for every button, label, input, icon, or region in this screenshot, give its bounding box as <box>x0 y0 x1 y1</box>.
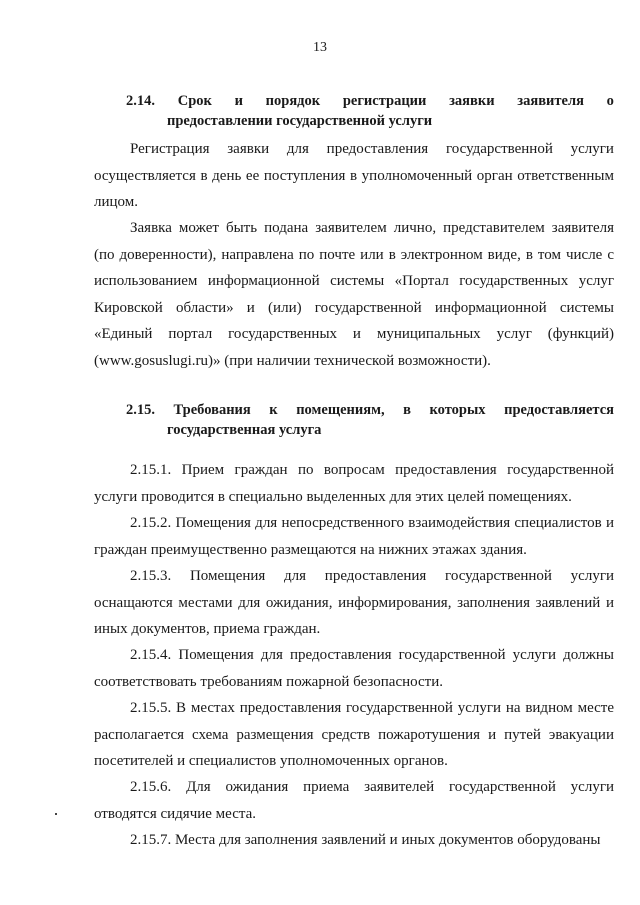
paragraph-line <box>94 136 614 163</box>
section-2-15-heading <box>126 400 614 440</box>
word: приема <box>303 779 350 795</box>
title-word: заявителя <box>517 93 584 109</box>
word: предоставления <box>326 141 429 157</box>
word: для <box>284 568 307 584</box>
word: услуги <box>570 779 614 795</box>
title-word: предоставляется <box>504 402 614 418</box>
paragraph-2-15-2 <box>94 510 614 563</box>
word: государственной <box>448 779 556 795</box>
word: Регистрация <box>130 141 210 157</box>
word: ожидания <box>225 779 289 795</box>
word: для <box>286 141 309 157</box>
paragraph-line <box>94 563 614 590</box>
word: заявки <box>227 141 270 157</box>
word: государственной <box>445 141 553 157</box>
section-number: 2.14. <box>126 93 155 109</box>
paragraph-2-15-5 <box>94 695 614 775</box>
title-word: и <box>234 93 243 109</box>
paragraph-text: Заявка может быть подана заявителем лично, представителем заявителя (по доверенности), направлена по почте или в электронном виде, в том числе с использованием информационной системы «Портал государственных услуг Кировской области» и (или) государственной информационной системы «Единый портал государственных и муниципальных услуг (функций) (www.gosuslugi.ru)» (при наличии технической возможности). <box>94 220 614 369</box>
paragraph-2-15-7 <box>94 827 614 854</box>
title-word: заявки <box>449 93 495 109</box>
title-word: порядок <box>265 93 321 109</box>
title-word: регистрации <box>342 93 427 109</box>
section-2-14-title-line1 <box>126 91 614 111</box>
paragraph-rest: оснащаются местами для ожидания, информирования, заполнения заявлений и иных документов, приема граждан. <box>94 594 614 637</box>
title-word: Срок <box>177 93 212 109</box>
paragraph-rest: осуществляется в день ее поступления в уполномоченный орган ответственным лицом. <box>94 167 614 210</box>
section-2-14-title-line2: предоставлении государственной услуги <box>167 113 433 129</box>
paragraph-text: 2.15.2. Помещения для непосредственного взаимодействия специалистов и граждан преимущественно размещаются на нижних этажах здания. <box>94 515 614 558</box>
paragraph-text: 2.15.5. В местах предоставления государственной услуги на видном месте располагается схема размещения средств пожаротушения и путей эвакуации посетителей и специалистов уполномоченных органов. <box>94 700 614 769</box>
section-2-14-heading <box>126 91 614 131</box>
word: Для <box>186 779 211 795</box>
section-2-14-paragraph-1 <box>94 136 614 216</box>
section-2-14-paragraph-2 <box>94 215 614 374</box>
paragraph-text: 2.15.1. Прием граждан по вопросам предоставления государственной услуги проводится в специально выделенных для этих целей помещениях. <box>94 462 614 505</box>
title-word: Требования <box>173 402 251 418</box>
paragraph-text: 2.15.7. Места для заполнения заявлений и иных документов оборудованы <box>130 832 601 848</box>
word: заявителей <box>364 779 435 795</box>
word: 2.15.6. <box>130 779 172 795</box>
title-word: о <box>606 93 614 109</box>
section-2-15-title-line2: государственная услуга <box>167 422 322 438</box>
word: услуги <box>570 141 614 157</box>
word: Помещения <box>189 568 266 584</box>
paragraph-2-15-3 <box>94 563 614 643</box>
title-word: помещениям, <box>296 402 385 418</box>
title-word: к <box>269 402 278 418</box>
word: предоставления <box>324 568 427 584</box>
title-word: в <box>403 402 411 418</box>
word: государственной <box>445 568 552 584</box>
paragraph-rest: отводятся сидячие места. <box>94 805 257 822</box>
paragraph-line <box>94 774 614 801</box>
margin-mark <box>55 813 57 815</box>
paragraph-2-15-4 <box>94 642 614 695</box>
section-number: 2.15. <box>126 402 155 418</box>
word: 2.15.3. <box>130 568 172 584</box>
paragraph-2-15-1 <box>94 457 614 510</box>
paragraph-text: 2.15.4. Помещения для предоставления государственной услуги должны соответствовать требованиям пожарной безопасности. <box>94 647 614 690</box>
page-number: 13 <box>313 40 327 55</box>
title-word: которых <box>429 402 486 418</box>
section-2-15-title-line1 <box>126 400 614 420</box>
word: услуги <box>570 568 614 584</box>
paragraph-2-15-6 <box>94 774 614 827</box>
